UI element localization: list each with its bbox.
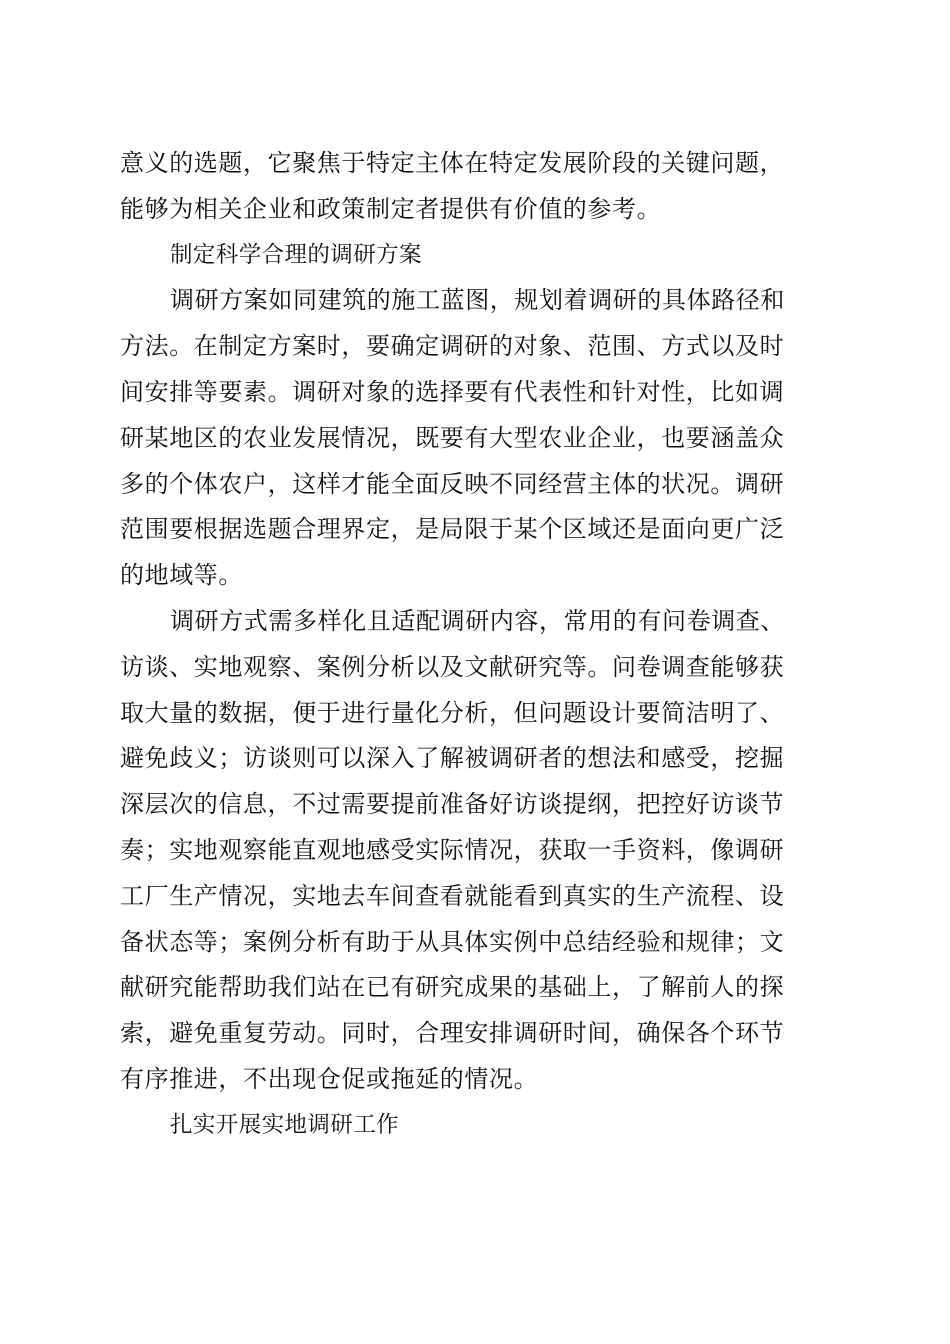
section-heading-research-plan <box>120 233 830 279</box>
text-line: 范围要根据选题合理界定，是局限于某个区域还是面向更广泛 <box>120 515 785 544</box>
document-body <box>120 141 830 1149</box>
paragraph-research-plan <box>120 278 830 599</box>
text-line: 方法。在制定方案时，要确定调研的对象、范围、方式以及时 <box>120 332 785 361</box>
text-line: 访谈、实地观察、案例分析以及文献研究等。问卷调查能够获 <box>120 652 785 681</box>
text-line: 工厂生产情况，实地去车间查看就能看到真实的生产流程、设 <box>120 881 785 910</box>
heading-text: 扎实开展实地调研工作 <box>170 1111 400 1138</box>
text-line: 备状态等；案例分析有助于从具体实例中总结经验和规律；文 <box>120 927 785 956</box>
text-line: 调研方式需多样化且适配调研内容，常用的有问卷调查、 <box>170 606 785 635</box>
text-line: 取大量的数据，便于进行量化分析，但问题设计要简洁明了、 <box>120 698 785 727</box>
text-line: 研某地区的农业发展情况，既要有大型农业企业，也要涵盖众 <box>120 423 785 452</box>
paragraph-continuation <box>120 141 830 233</box>
text-line: 能够为相关企业和政策制定者提供有价值的参考。 <box>120 194 662 223</box>
text-line: 意义的选题，它聚焦于特定主体在特定发展阶段的关键问题， <box>120 149 785 177</box>
text-line: 献研究能帮助我们站在已有研究成果的基础上，了解前人的探 <box>120 973 785 1002</box>
text-line: 的地域等。 <box>120 561 243 590</box>
paragraph-research-methods <box>120 599 830 1103</box>
text-line: 间安排等要素。调研对象的选择要有代表性和针对性，比如调 <box>120 377 785 406</box>
text-line: 深层次的信息，不过需要提前准备好访谈提纲，把控好访谈节 <box>120 790 785 819</box>
text-line: 有序推进，不出现仓促或拖延的情况。 <box>120 1064 539 1093</box>
heading-text: 制定科学合理的调研方案 <box>170 241 422 268</box>
section-heading-field-research <box>120 1103 830 1149</box>
text-line: 避免歧义；访谈则可以深入了解被调研者的想法和感受，挖掘 <box>120 744 785 773</box>
text-line: 索，避免重复劳动。同时，合理安排调研时间，确保各个环节 <box>120 1019 785 1048</box>
text-line: 奏；实地观察能直观地感受实际情况，获取一手资料，像调研 <box>120 835 785 864</box>
text-line: 多的个体农户，这样才能全面反映不同经营主体的状况。调研 <box>120 469 785 498</box>
text-line: 调研方案如同建筑的施工蓝图，规划着调研的具体路径和 <box>170 286 785 315</box>
